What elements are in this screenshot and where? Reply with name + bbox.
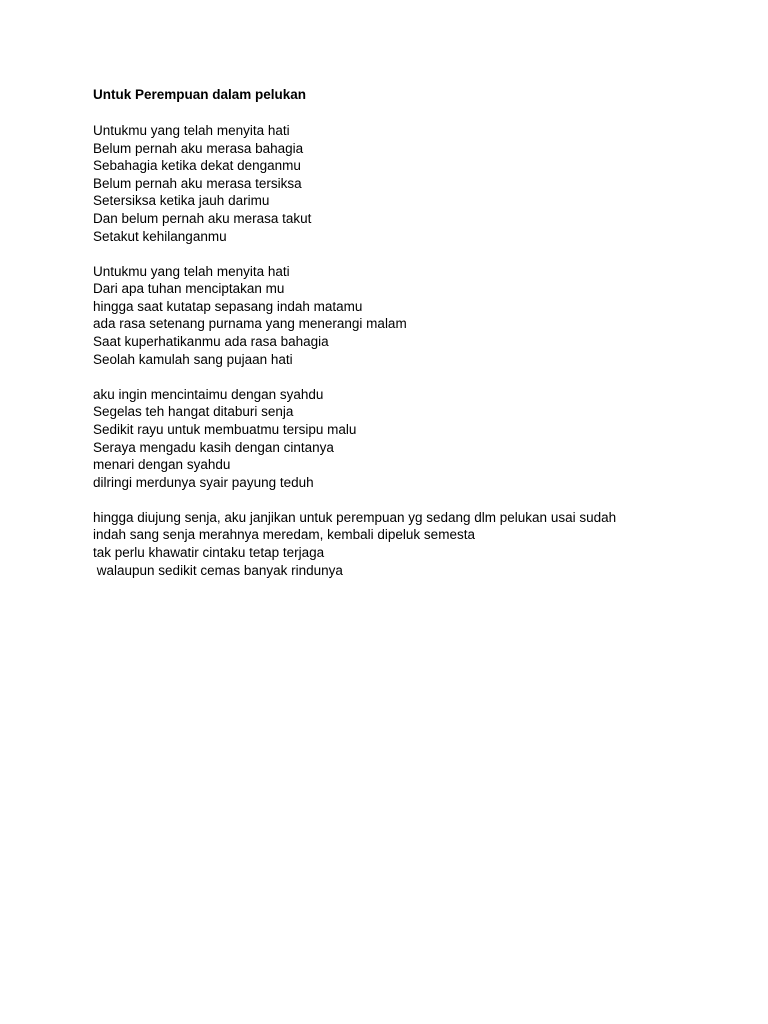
stanza-3 bbox=[93, 386, 733, 492]
poem-line: Untukmu yang telah menyita hati bbox=[93, 123, 290, 138]
poem-line: Belum pernah aku merasa tersiksa bbox=[93, 175, 302, 191]
poem-line: Dari apa tuhan menciptakan mu bbox=[93, 281, 285, 297]
poem-line: dilringi merdunya syair payung teduh bbox=[93, 474, 314, 490]
poem-line: menari dengan syahdu bbox=[93, 457, 231, 473]
poem-title: Untuk Perempuan dalam pelukan bbox=[93, 87, 307, 102]
poem-line: Dan belum pernah aku merasa takut bbox=[93, 210, 312, 226]
poem-line: walaupun sedikit cemas banyak rindunya bbox=[93, 562, 343, 578]
poem-line: Sedikit rayu untuk membuatmu tersipu malu bbox=[93, 421, 357, 437]
poem-line: Sebahagia ketika dekat denganmu bbox=[93, 158, 301, 174]
poem-line: tak perlu khawatir cintaku tetap terjaga bbox=[93, 544, 325, 560]
poem-body bbox=[93, 86, 733, 597]
poem-line: Setakut kehilanganmu bbox=[93, 228, 227, 244]
poem-line: hingga diujung senja, aku janjikan untuk perempuan yg sedang dlm pelukan usai sudah bbox=[93, 509, 617, 525]
poem-line: Seraya mengadu kasih dengan cintanya bbox=[93, 439, 334, 455]
poem-line: hingga saat kutatap sepasang indah matamu bbox=[93, 298, 363, 314]
poem-line: ada rasa setenang purnama yang menerangi malam bbox=[93, 316, 407, 332]
poem-line: Segelas teh hangat ditaburi senja bbox=[93, 404, 294, 420]
poem-line: Seolah kamulah sang pujaan hati bbox=[93, 351, 293, 367]
stanza-1 bbox=[93, 122, 733, 245]
poem-line: Belum pernah aku merasa bahagia bbox=[93, 140, 304, 156]
stanza-2 bbox=[93, 263, 733, 369]
poem-line: Saat kuperhatikanmu ada rasa bahagia bbox=[93, 334, 329, 350]
poem-line: indah sang senja merahnya meredam, kembali dipeluk semesta bbox=[93, 527, 475, 543]
poem-line: aku ingin mencintaimu dengan syahdu bbox=[93, 386, 324, 402]
poem-line: Untukmu yang telah menyita hati bbox=[93, 263, 290, 279]
poem-line: Setersiksa ketika jauh darimu bbox=[93, 193, 270, 209]
stanza-4 bbox=[93, 509, 733, 579]
